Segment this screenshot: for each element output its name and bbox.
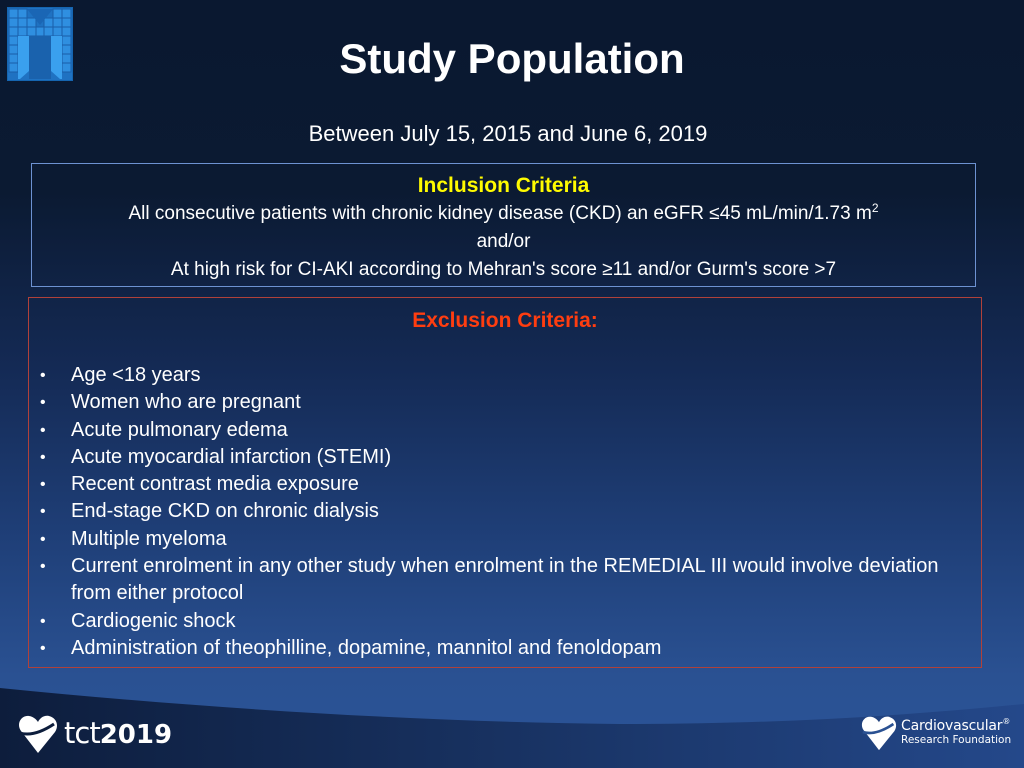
list-item: [29, 471, 979, 498]
tct-text: tct: [64, 716, 100, 750]
list-item: [29, 362, 979, 389]
list-item: [29, 608, 979, 635]
list-item-text: Administration of theophilline, dopamine, mannitol and fenoldopam: [71, 636, 662, 659]
list-item-text: Current enrolment in any other study when enrolment in the REMEDIAL III would involve deviation from either protocol: [71, 555, 939, 605]
inclusion-criterion-ckd-text: All consecutive patients with chronic kidney disease (CKD) an eGFR ≤45 mL/min/1.73 m: [128, 203, 872, 224]
list-item: [29, 498, 979, 525]
registered-mark: ®: [1002, 717, 1011, 726]
bullet-icon: •: [40, 394, 46, 412]
list-item-text: Multiple myeloma: [71, 527, 227, 550]
crf-line2: Research Foundation: [901, 734, 1012, 746]
crf-wordmark: [901, 719, 1011, 747]
tct2019-logo: [18, 714, 172, 754]
heart-logo-icon: [861, 715, 897, 751]
list-item: [29, 635, 979, 662]
list-item-text: Women who are pregnant: [71, 391, 301, 414]
exclusion-criteria-box: [28, 297, 982, 668]
crf-logo: [861, 715, 1011, 751]
slide-title: Study Population: [339, 35, 685, 82]
inclusion-criteria-box: [31, 163, 976, 287]
inclusion-criterion-ckd: [32, 200, 975, 228]
list-item: [29, 444, 979, 471]
inclusion-criterion-risk: At high risk for CI-AKI according to Mehran's score ≥11 and/or Gurm's score >7: [170, 259, 837, 280]
bullet-icon: •: [40, 503, 46, 521]
list-item-text: End-stage CKD on chronic dialysis: [71, 500, 379, 523]
heart-logo-icon: [18, 714, 58, 754]
list-item-text: Acute myocardial infarction (STEMI): [71, 445, 392, 468]
inclusion-connector: and/or: [476, 231, 531, 252]
bullet-icon: •: [40, 421, 46, 439]
bullet-icon: •: [40, 612, 46, 630]
bullet-icon: •: [40, 558, 46, 576]
bullet-icon: •: [40, 367, 46, 384]
list-item: [29, 389, 979, 416]
list-item-text: Age <18 years: [71, 364, 201, 386]
superscript-squared: 2: [871, 201, 879, 215]
list-item: [29, 553, 979, 608]
list-item-text: Acute pulmonary edema: [71, 418, 288, 441]
list-item: [29, 417, 979, 444]
exclusion-criteria-title: Exclusion Criteria:: [412, 309, 598, 332]
tct-wordmark: [64, 713, 172, 755]
list-item-text: Cardiogenic shock: [71, 609, 236, 632]
exclusion-criteria-list: [29, 362, 979, 662]
tct-year: 2019: [99, 720, 173, 750]
crf-name: Cardiovascular: [901, 718, 1003, 734]
slide-subtitle: Between July 15, 2015 and June 6, 2019: [308, 121, 708, 146]
bullet-icon: •: [40, 530, 46, 548]
crf-line1: [901, 719, 1011, 733]
bullet-icon: •: [40, 639, 46, 657]
inclusion-criteria-title: Inclusion Criteria: [417, 174, 590, 197]
list-item: [29, 526, 979, 553]
bullet-icon: •: [40, 476, 46, 494]
list-item-text: Recent contrast media exposure: [71, 473, 359, 496]
bullet-icon: •: [40, 448, 46, 466]
